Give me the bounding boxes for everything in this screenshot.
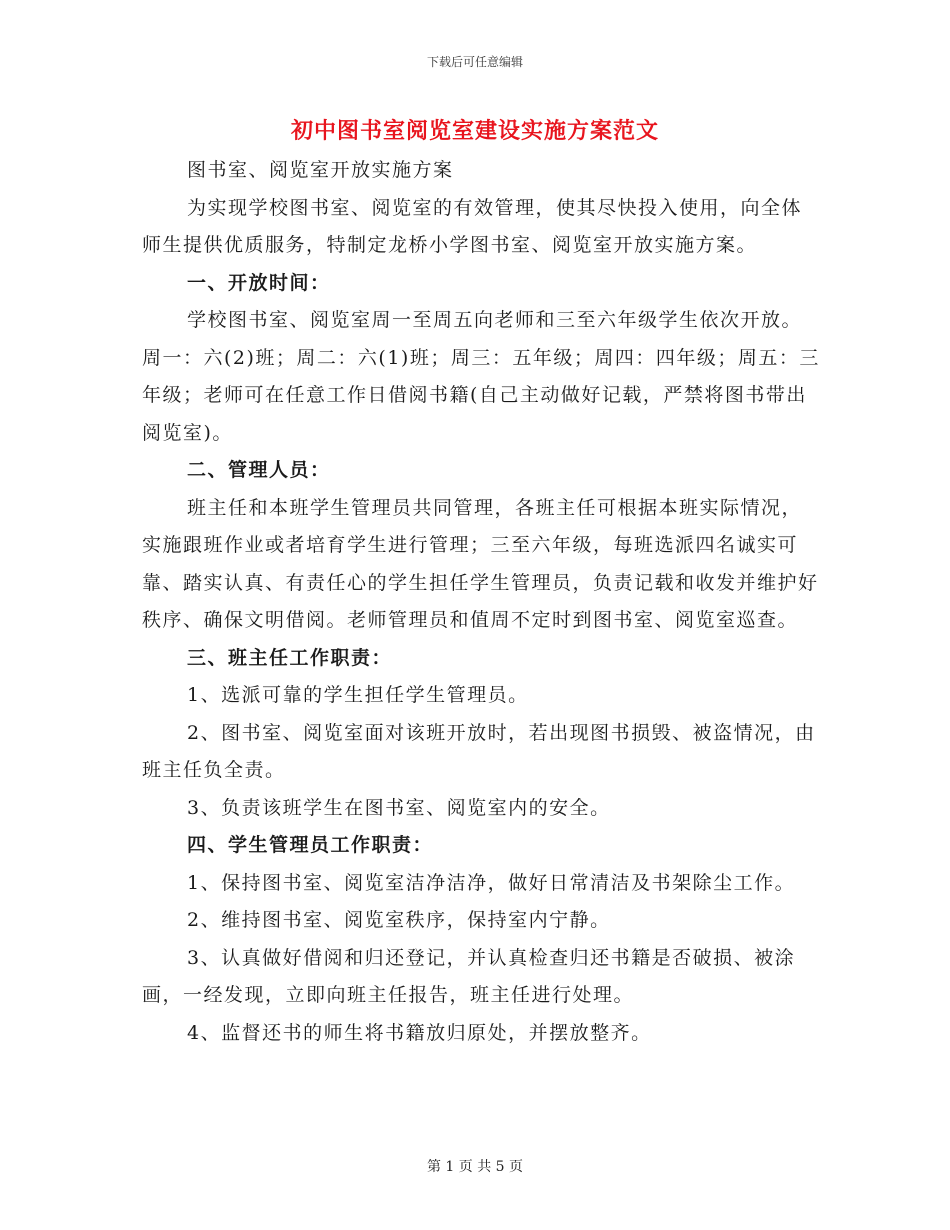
section-heading-management-staff: 二、管理人员：	[187, 459, 331, 481]
section-body-opening-hours: 学校图书室、阅览室周一至周五向老师和三至六年级学生依次开放。周一：六(2)班；周二：六(1)班；周三：五年级；周四：四年级；周五：三年级；老师可在任意工作日借阅书籍(自己主动做好记载，严禁将图书带出阅览室)。	[142, 309, 820, 444]
list-item: 2、图书室、阅览室面对该班开放时，若出现图书损毁、被盗情况，由班主任负全责。	[142, 721, 816, 781]
document-title: 初中图书室阅览室建设实施方案范文	[290, 118, 659, 144]
document-body	[142, 152, 822, 1052]
list-item: 1、选派可靠的学生担任学生管理员。	[187, 684, 529, 706]
section-heading-student-duties: 四、学生管理员工作职责：	[187, 834, 434, 856]
list-item: 3、认真做好借阅和归还登记，并认真检查归还书籍是否破损、被涂画，一经发现，立即向班主任报告，班主任进行处理。	[142, 946, 796, 1006]
subtitle: 图书室、阅览室开放实施方案	[187, 159, 454, 181]
list-item: 1、保持图书室、阅览室洁净洁净，做好日常清洁及书架除尘工作。	[187, 871, 796, 894]
list-item: 3、负责该班学生在图书室、阅览室内的安全。	[187, 796, 611, 819]
intro-paragraph: 为实现学校图书室、阅览室的有效管理，使其尽快投入使用，向全体师生提供优质服务，特制定龙桥小学图书室、阅览室开放实施方案。	[142, 196, 803, 256]
page-footer: 第 1 页 共 5 页	[426, 1159, 524, 1175]
section-body-management-staff: 班主任和本班学生管理员共同管理，各班主任可根据本班实际情况，实施跟班作业或者培育学生进行管理；三至六年级，每班选派四名诚实可靠、踏实认真、有责任心的学生担任学生管理员，负责记载和收发并维护好秩序、确保文明借阅。老师管理员和值周不定时到图书室、阅览室巡查。	[142, 496, 819, 631]
section-heading-teacher-duties: 三、班主任工作职责：	[187, 646, 393, 669]
list-item: 4、监督还书的师生将书籍放归原处，并摆放整齐。	[187, 1021, 652, 1044]
header-note: 下载后可任意编辑	[426, 55, 523, 69]
section-heading-opening-hours: 一、开放时间：	[187, 271, 331, 294]
list-item: 2、维持图书室、阅览室秩序，保持室内宁静。	[187, 909, 611, 931]
